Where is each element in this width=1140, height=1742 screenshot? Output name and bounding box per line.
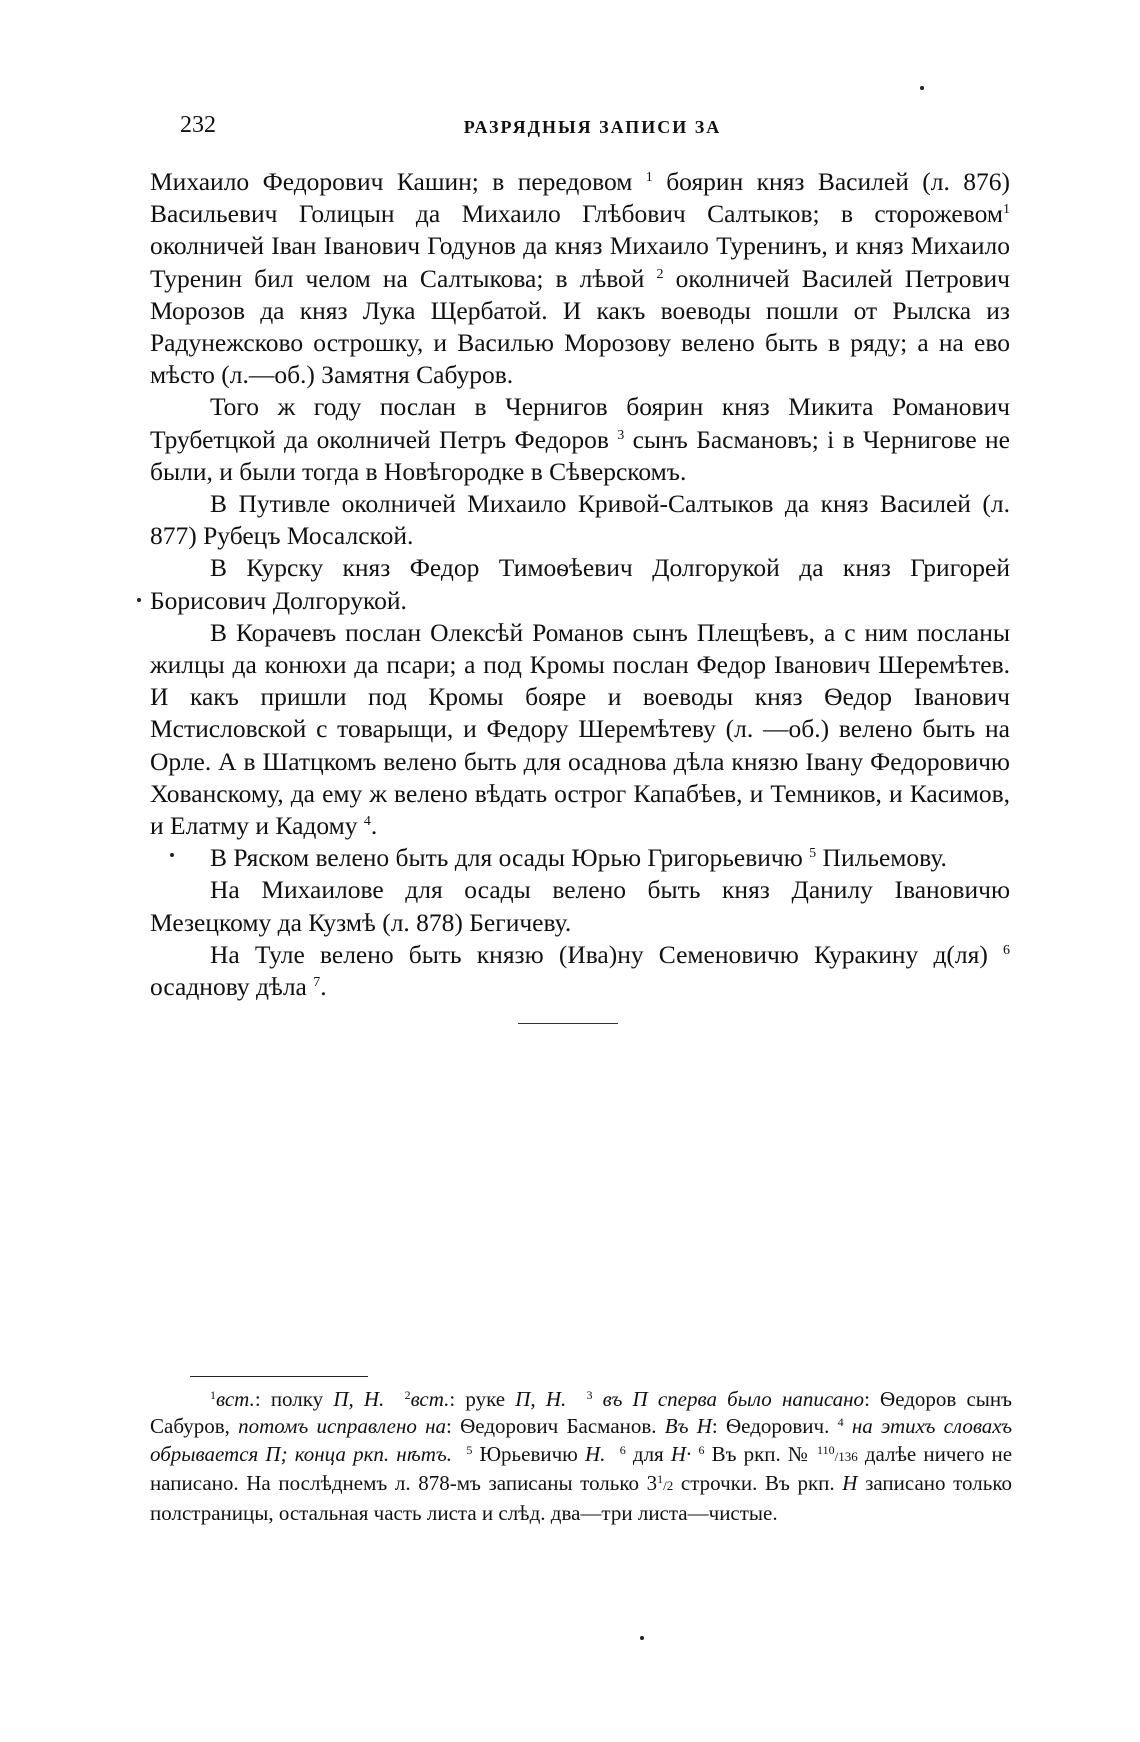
footnote-ref: 5: [809, 846, 817, 862]
paragraph-7: На Михаилове для осады велено быть княз Данилу Івановичю Мезецкому да Кузмѣ (л. 878) Бегичеву.: [150, 875, 1010, 937]
footnote-text: Въ ркп. №: [704, 1441, 818, 1466]
paragraph-4: В Курску княз Федор Тимоѳѣевич Долгорукой да княз Григорей Борисович Долгорукой.: [150, 553, 1010, 615]
footnote-text: : Ѳедоров сынъ Сабуров,: [150, 1387, 1013, 1439]
section-end-rule: [518, 1023, 618, 1024]
footnote-number: 6: [698, 1442, 705, 1457]
text-run: .: [370, 811, 378, 841]
footnote-text: далѣе ничего не написано. На послѣднемъ л. 878-мъ записаны только 3: [150, 1441, 1013, 1496]
text-run: Михаило Федорович Кашин; в передовом: [150, 167, 646, 196]
footnote-text: для: [625, 1441, 671, 1466]
footnote-text: Юрьевичю: [472, 1441, 586, 1466]
paragraph-3: В Путивле околничей Михаило Кривой-Салтыков да княз Василей (л. 877) Рубецъ Мосалской.: [150, 489, 1010, 551]
page-header: [180, 112, 1005, 152]
footnote-italic: П, Н.: [333, 1387, 385, 1411]
scan-speck: [920, 86, 924, 90]
text-run: Того ж году послан в Чернигов боярин княз Микита Романович Трубетцкой да околничей Петръ Федоров: [150, 392, 1010, 454]
text-run: боярин княз Василей (л. 876) Васильевич Голицын да Михаило Глѣбович Салтыков; в сторожевом: [150, 167, 1010, 229]
footnote-ref: 2: [656, 266, 664, 282]
text-run: околничей Іван Іванович Годунов да княз Михаило Туренинъ, и княз Михаило Туренин бил челом на Салтыкова; в лѣвой: [150, 231, 1010, 293]
paragraph-5: [150, 617, 1010, 842]
fraction-numerator: 110: [817, 1442, 835, 1457]
paragraph-2: [150, 391, 1010, 488]
footnote-ref: 1: [645, 170, 653, 185]
footnote-block: [150, 1386, 1012, 1527]
fraction-numerator: 1: [657, 1472, 664, 1487]
footnote-italic: Н.: [585, 1441, 606, 1466]
text-run: В Корачевъ послан Олексѣй Романов сынъ Плещѣевъ, а с ним посланы жилцы да конюхи да псари; а под Кромы послан Федор Іванович Шеремѣтев. И какъ пришли под Кромы бояре и воеводы княз Ѳедор Іванович Мстисловской с товарыщи, и Федору Шеремѣтеву (л. —об.) велено быть на Орле. А в Шатцкомъ велено быть для осаднова дѣла князю Івану Федоровичю Хованскому, да ему ж велено вѣдать острог Капабѣев, и Темников, и Касимов, и Елатму и Кадому: [150, 617, 1010, 841]
text-run: сынъ Басмановъ; і в Чернигове не были, и были тогда в Новѣгородке в Сѣверскомъ.: [150, 424, 1010, 486]
text-run: .: [320, 972, 327, 1002]
footnote-italic: П, Н.: [515, 1387, 567, 1411]
scan-speck: [137, 598, 141, 602]
page-number: 232: [180, 112, 216, 138]
footnote-italic: Въ Н: [664, 1414, 712, 1439]
footnote-text: : Ѳедорович.: [711, 1414, 830, 1439]
footnotes: [150, 1386, 1012, 1527]
footnote-text: : Ѳедорович Басманов.: [446, 1414, 665, 1439]
footnote-ref: 1: [1003, 202, 1010, 218]
footnote-number: 3: [586, 1388, 593, 1402]
footnote-number: 2: [404, 1388, 411, 1402]
footnote-italic: Н·: [670, 1441, 692, 1466]
footnote-text: : руке: [449, 1387, 516, 1411]
footnote-ref: 7: [313, 975, 321, 991]
fraction-denominator: /2: [663, 1478, 674, 1494]
footnote-text: записано только полстраницы, остальная часть листа и слѣд. два—три листа—чистые.: [150, 1471, 1012, 1525]
footnote-number: 5: [466, 1442, 473, 1457]
footnote-number: 1: [210, 1388, 216, 1402]
footnote-number: 6: [619, 1442, 626, 1457]
text-run: околничей Василей Петрович Морозов да княз Лука Щербатой. И какъ воеводы пошли от Рылска из Радунежсково острошку, и Василью Морозову велено быть в ряду; а на ево мѣсто (л.—об.) Замятня Сабуров.: [150, 263, 1010, 390]
paragraph-8: [150, 939, 1010, 1003]
scan-speck: [640, 1636, 644, 1640]
footnote-ref: 3: [617, 427, 625, 443]
footnote-italic: на этихъ словахъ обрывается П; конца ркп. нѣтъ.: [150, 1414, 1013, 1466]
paragraph-6: [150, 842, 1010, 874]
footnote-italic: Н: [842, 1471, 858, 1496]
fraction-denominator: /136: [834, 1448, 858, 1464]
paragraph-1: [150, 166, 1010, 391]
footnote-text: строчки. Въ ркп.: [673, 1471, 843, 1496]
text-run: Пильемову.: [816, 843, 947, 873]
text-run: На Туле велено быть князю (Ива)ну Семеновичю Куракину д(ля): [210, 939, 1003, 969]
footnote-italic: въ П сперва было написано: [602, 1387, 865, 1411]
footnote-italic: вст.: [410, 1387, 450, 1411]
footnote-italic: вст.: [216, 1387, 255, 1411]
text-run: В Ряском велено быть для осады Юрью Григорьевичю: [210, 843, 810, 873]
text-run: осаднову дѣла: [150, 972, 314, 1002]
running-head: РАЗРЯДНЫЯ ЗАПИСИ ЗА: [463, 117, 722, 137]
footnote-text: : полку: [254, 1387, 334, 1411]
footnote-ref: 6: [1003, 942, 1010, 958]
footnote-ref: 4: [363, 814, 371, 830]
footnote-divider: [190, 1376, 368, 1377]
footnote-italic: потомъ исправлено на: [238, 1414, 447, 1439]
footnote-number: 4: [837, 1415, 844, 1430]
main-text: [150, 166, 1010, 1003]
scan-speck: [170, 853, 174, 857]
